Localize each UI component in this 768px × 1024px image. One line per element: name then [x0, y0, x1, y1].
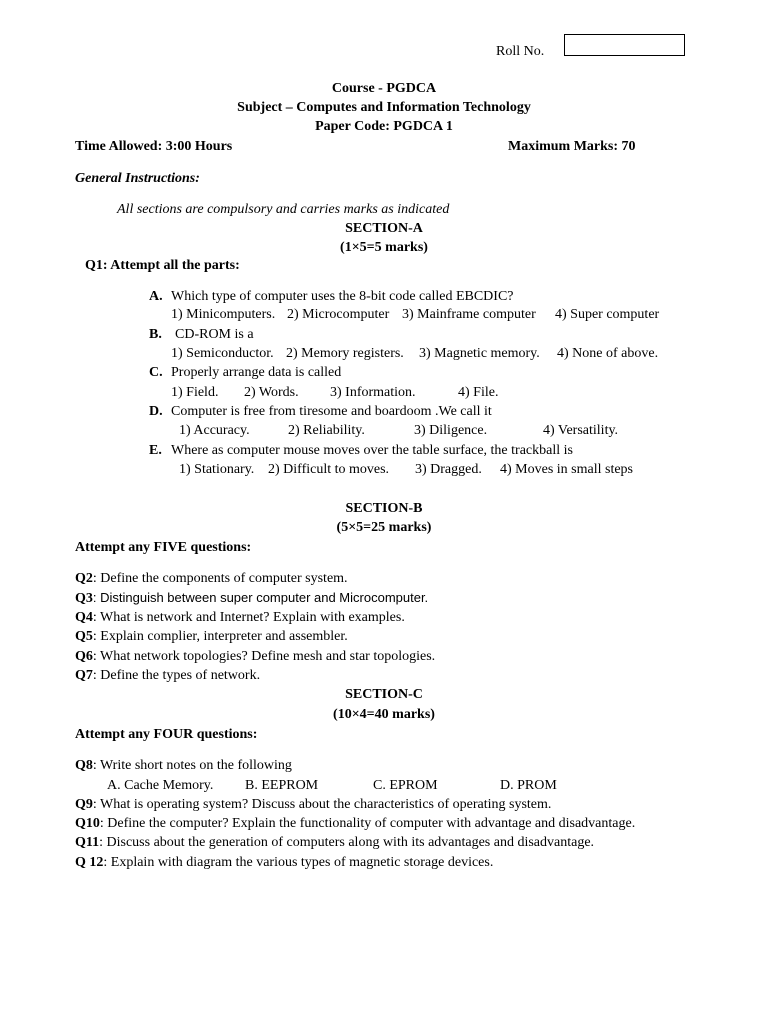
question-text: : Define the components of computer system.	[92, 571, 348, 586]
question-line	[75, 854, 493, 872]
option: 1) Field.	[171, 385, 219, 400]
time-allowed: Time Allowed: 3:00 Hours	[75, 139, 233, 154]
section-b-title: SECTION-B	[345, 501, 423, 516]
part-question: Properly arrange data is called	[171, 365, 342, 380]
question-text: : Explain with diagram the various types of magnetic storage devices.	[103, 855, 494, 870]
option: A. Cache Memory.	[107, 778, 214, 793]
part-letter: A.	[149, 289, 163, 304]
option: 4) File.	[458, 385, 499, 400]
option: 3) Diligence.	[414, 423, 488, 438]
question-number: Q10	[75, 816, 100, 831]
question-text: : What network topologies? Define mesh and star topologies.	[92, 649, 436, 664]
question-text: : What is operating system? Discuss about the characteristics of operating system.	[92, 797, 552, 812]
question-number: Q3	[75, 591, 93, 606]
part-letter: D.	[149, 404, 163, 419]
section-c-title: SECTION-C	[345, 687, 423, 702]
option: 3) Dragged.	[415, 462, 482, 477]
option: 1) Minicomputers.	[171, 307, 276, 322]
question-number: Q2	[75, 571, 93, 586]
part-question: CD-ROM is a	[175, 327, 254, 342]
part-question: Computer is free from tiresome and boardoom .We call it	[171, 404, 492, 419]
course-title: Course - PGDCA	[331, 81, 437, 96]
option: 4) Super computer	[555, 307, 660, 322]
option: 3) Mainframe computer	[402, 307, 536, 322]
section-b-marks: (5×5=25 marks)	[336, 520, 432, 535]
maximum-marks: Maximum Marks: 70	[508, 139, 636, 154]
question-text: : Write short notes on the following	[92, 758, 292, 773]
part-question: Where as computer mouse moves over the table surface, the trackball is	[171, 443, 573, 458]
part-letter: B.	[149, 327, 162, 342]
question-line	[75, 834, 594, 852]
part-question: Which type of computer uses the 8-bit code called EBCDIC?	[171, 289, 514, 304]
question-text: : Distinguish between super computer and Microcomputer.	[92, 590, 429, 605]
question-text: : What is network and Internet? Explain with examples.	[92, 610, 405, 625]
option: B. EEPROM	[245, 778, 319, 793]
question-line	[75, 570, 348, 588]
option: D. PROM	[500, 778, 557, 793]
question-line	[75, 648, 435, 666]
question-number: Q 12	[75, 855, 104, 870]
option: 2) Difficult to moves.	[268, 462, 390, 477]
question-number: Q9	[75, 797, 93, 812]
question-number: Q6	[75, 649, 93, 664]
option: 1) Semiconductor.	[171, 346, 274, 361]
question-line	[75, 628, 348, 646]
subject-title: Subject – Computes and Information Technology	[237, 100, 531, 115]
question-line	[75, 815, 635, 833]
option: 3) Magnetic memory.	[419, 346, 540, 361]
question-number: Q5	[75, 629, 93, 644]
general-instructions-text: All sections are compulsory and carries marks as indicated	[117, 202, 450, 217]
option: 4) Versatility.	[543, 423, 619, 438]
option: 2) Reliability.	[288, 423, 365, 438]
option: 2) Microcomputer	[287, 307, 390, 322]
part-letter: C.	[149, 365, 163, 380]
question-text: : Define the computer? Explain the functionality of computer with advantage and disadvantage.	[99, 816, 636, 831]
option: C. EPROM	[373, 778, 438, 793]
paper-code: Paper Code: PGDCA 1	[315, 119, 453, 134]
section-a-title: SECTION-A	[345, 221, 423, 236]
question-number: Q11	[75, 835, 100, 850]
question-text: : Explain complier, interpreter and assembler.	[92, 629, 348, 644]
q1-heading: Q1: Attempt all the parts:	[85, 258, 240, 273]
roll-number-box[interactable]	[564, 34, 685, 56]
question-line	[75, 796, 551, 814]
question-line	[75, 609, 405, 627]
question-line	[75, 667, 260, 685]
option: 2) Memory registers.	[286, 346, 404, 361]
question-line	[75, 589, 428, 608]
roll-number-label: Roll No.	[496, 44, 545, 59]
part-letter: E.	[149, 443, 162, 458]
option: 2) Words.	[244, 385, 299, 400]
section-b-instruction: Attempt any FIVE questions:	[75, 540, 252, 555]
general-instructions-title: General Instructions:	[75, 171, 200, 186]
option: 4) None of above.	[557, 346, 659, 361]
question-number: Q8	[75, 758, 93, 773]
option: 1) Accuracy.	[179, 423, 250, 438]
option: 1) Stationary.	[179, 462, 255, 477]
question-text: : Define the types of network.	[92, 668, 261, 683]
section-c-instruction: Attempt any FOUR questions:	[75, 727, 258, 742]
question-text: : Discuss about the generation of computers along with its advantages and disadvantage.	[99, 835, 595, 850]
question-number: Q7	[75, 668, 93, 683]
section-a-marks: (1×5=5 marks)	[340, 240, 428, 255]
question-line	[75, 757, 292, 775]
option: 4) Moves in small steps	[500, 462, 633, 477]
question-number: Q4	[75, 610, 93, 625]
section-c-marks: (10×4=40 marks)	[333, 707, 435, 722]
option: 3) Information.	[330, 385, 416, 400]
